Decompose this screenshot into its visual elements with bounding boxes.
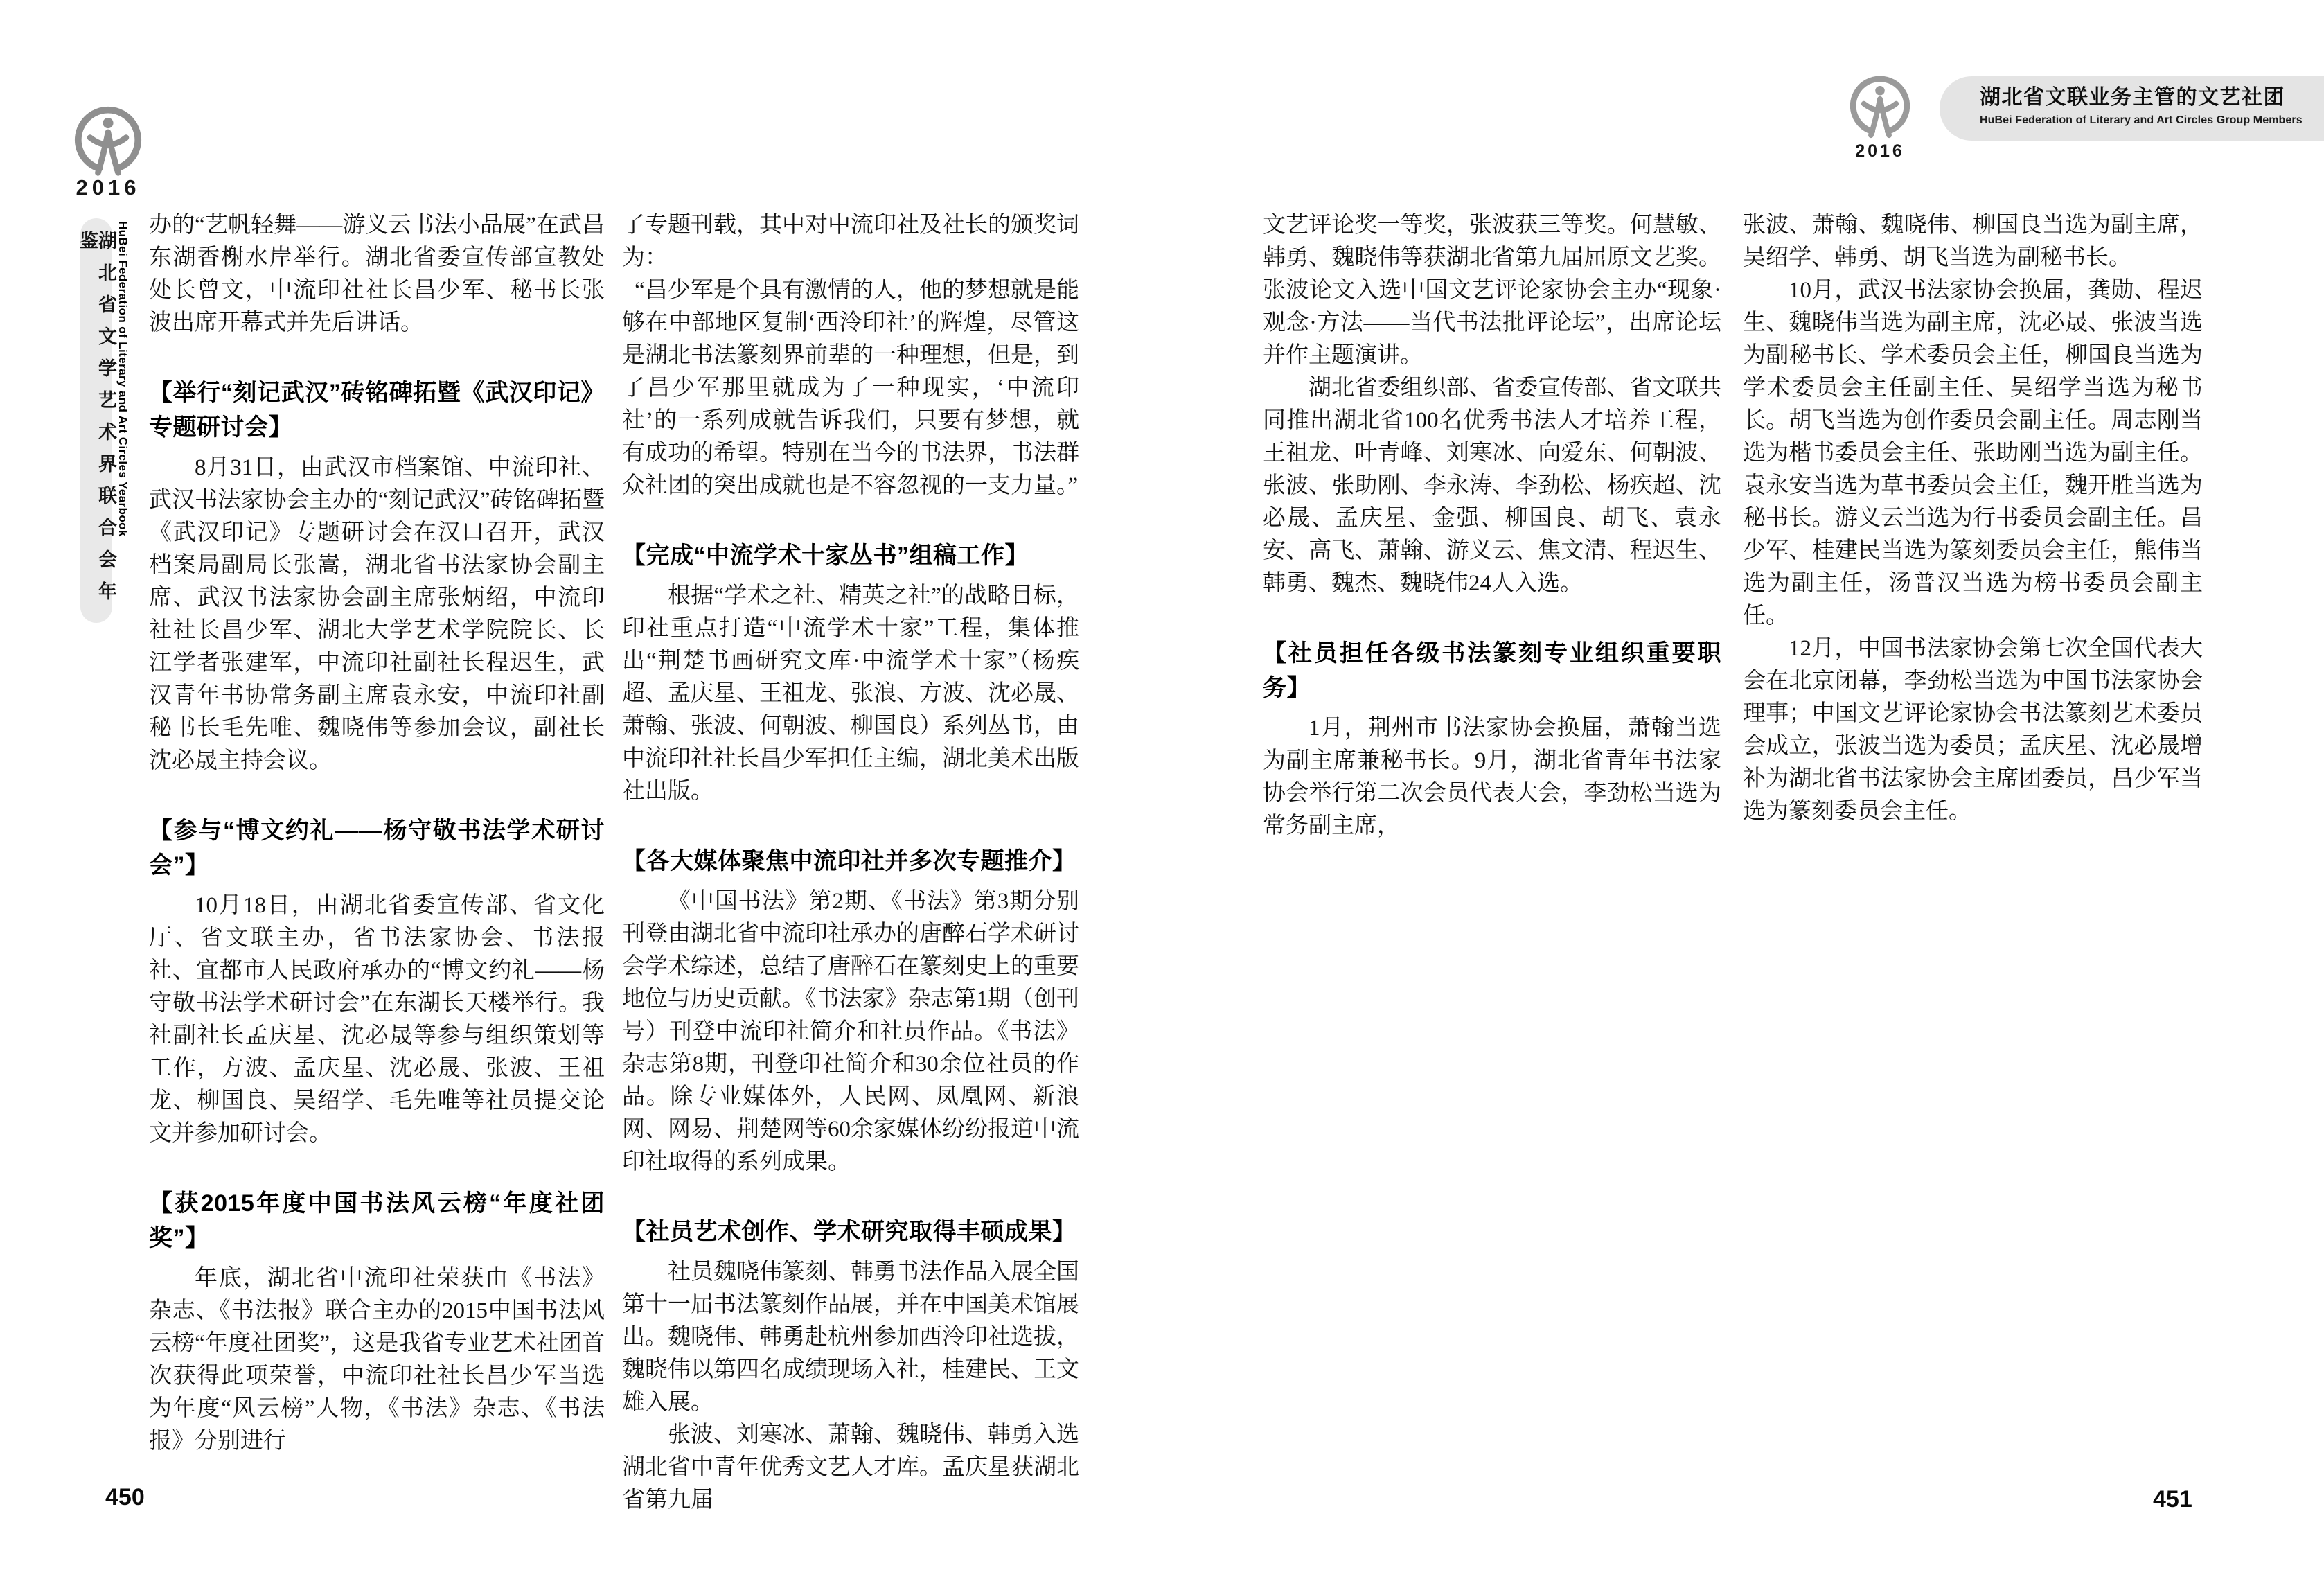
text-column-3 (1263, 209, 1721, 842)
header-title-cn: 湖北省文联业务主管的文艺社团 (1980, 86, 2285, 109)
paragraph: 张波、刘寒冰、萧翰、魏晓伟、韩勇入选湖北省中青年优秀文艺人才库。孟庆星获湖北省第九届 (622, 1422, 1079, 1512)
sidebar-title-cn: 湖北省文学艺术界联合会年鉴 (77, 231, 116, 613)
paragraph: 10月18日，由湖北省委宣传部、省文化厅、省文联主办，省书法家协会、书法报社、宜都市人民政府承办的“博文约礼——杨守敬书法学术研讨会”在东湖长天楼举行。我社副社长孟庆星、沈必晟等参与组织策划等工作，方波、孟庆星、沈必晟、张波、王祖龙、柳国良、吴绍学、毛先唯等社员提交论文并参加研讨会。 (149, 893, 605, 1146)
paragraph: “昌少军是个具有激情的人，他的梦想就是能够在中部地区复制‘西泠印社’的辉煌，尽管这是湖北书法篆刻界前辈的一种理想，但是，到了昌少军那里就成为了一种现实，‘中流印社’的一系列成就告诉我们，只要有梦想，就有成功的希望。特别在当今的书法界，书法群众社团的突出成就也是不容忽视的一支力量。” (622, 278, 1079, 498)
section-heading: 【社员担任各级书法篆刻专业组织重要职务】 (1263, 640, 1721, 701)
paragraph: 1月，荆州市书法家协会换届，萧翰当选为副主席兼秘书长。9月，湖北省青年书法家协会举行第二次会员代表大会，李劲松当选为常务副主席， (1263, 716, 1721, 838)
sidebar-year-label: 2016 (76, 175, 141, 200)
text-column-4 (1743, 209, 2203, 828)
paragraph: 12月，中国书法家协会第七次全国代表大会在北京闭幕，李劲松当选为中国书法家协会理事；中国文艺评论家协会书法篆刻艺术委员会成立，张波当选为委员；孟庆星、沈必晟增补为湖北省书法家协会主席团委员，昌少军当选为篆刻委员会主任。 (1743, 636, 2203, 824)
section-heading: 【社员艺术创作、学术研究取得丰硕成果】 (622, 1219, 1076, 1245)
header-title-en: HuBei Federation of Literary and Art Circles Group Members (1980, 114, 2303, 126)
paragraph: 根据“学术之社、精英之社”的战略目标，印社重点打造“中流学术十家”工程，集体推出“荆楚书画研究文库·中流学术十家”（杨疾超、孟庆星、王祖龙、张浪、方波、沈必晟、萧翰、张波、何朝波、柳国良）系列丛书，由中流印社社长昌少军担任主编，湖北美术出版社出版。 (622, 583, 1079, 804)
paragraph: 10月，武汉书法家协会换届，龚勋、程迟生、魏晓伟当选为副主席，沈必晟、张波当选为副秘书长、学术委员会主任，柳国良当选为学术委员会主任副主任、吴绍学当选为秘书长。胡飞当选为创作委员会副主任。周志刚当选为楷书委员会主任、张助刚当选为副主任。袁永安当选为草书委员会主任，魏开胜当选为秘书长。游义云当选为行书委员会副主任。昌少军、桂建民当选为篆刻委员会主任，熊伟当选为副主任，汤普汉当选为榜书委员会副主任。 (1743, 278, 2203, 628)
header-banner (1940, 76, 2324, 141)
federation-logo-right (1845, 73, 1915, 141)
federation-emblem-icon (1845, 73, 1915, 141)
paragraph: 张波、萧翰、魏晓伟、柳国良当选为副主席，吴绍学、韩勇、胡飞当选为副秘书长。 (1743, 213, 2203, 270)
page-number-right: 451 (2153, 1486, 2192, 1512)
paragraph: 年底，湖北省中流印社荣获由《书法》杂志、《书法报》联合主办的2015中国书法风云榜“年度社团奖”，这是我省专业艺术社团首次获得此项荣誉，中流印社社长昌少军当选为年度“风云榜”人物，《书法》杂志、《书法报》分别进行 (149, 1266, 605, 1454)
federation-emblem-icon (69, 104, 147, 179)
paragraph: 《中国书法》第2期、《书法》第3期分别刊登由湖北省中流印社承办的唐醉石学术研讨会学术综述，总结了唐醉石在篆刻史上的重要地位与历史贡献。《书法家》杂志第1期（创刊号）刊登中流印社简介和社员作品。《书法》杂志第8期，刊登印社简介和30余位社员的作品。除专业媒体外，人民网、凤凰网、新浪网、网易、荆楚网等60余家媒体纷纷报道中流印社取得的系列成果。 (622, 889, 1079, 1174)
header-year-label: 2016 (1855, 141, 1905, 161)
section-heading: 【举行“刻记武汉”砖铭碑拓暨《武汉印记》专题研讨会】 (149, 380, 605, 441)
paragraph: 8月31日，由武汉市档案馆、中流印社、武汉书法家协会主办的“刻记武汉”砖铭碑拓暨《武汉印记》专题研讨会在汉口召开，武汉档案局副局长张嵩，湖北省书法家协会副主席、武汉书法家协会副主席张炳绍，中流印社社长昌少军、湖北大学艺术学院院长、长江学者张建军，中流印社副社长程迟生，武汉青年书协常务副主席袁永安，中流印社副秘书长毛先唯、魏晓伟等参加会议，副社长沈必晟主持会议。 (149, 455, 605, 773)
sidebar-title-pill (77, 218, 116, 623)
federation-logo-left (69, 104, 147, 179)
section-heading: 【参与“博文约礼——杨守敬书法学术研讨会”】 (149, 818, 605, 879)
text-column-1 (149, 209, 605, 1458)
paragraph: 文艺评论奖一等奖，张波获三等奖。何慧敏、韩勇、魏晓伟等获湖北省第九届屈原文艺奖。张波论文入选中国文艺评论家协会主办“现象·观念·方法——当代书法批评论坛”，出席论坛并作主题演讲。 (1263, 213, 1721, 368)
section-heading: 【各大媒体聚焦中流印社并多次专题推介】 (622, 848, 1076, 874)
text-column-2 (622, 209, 1079, 1517)
paragraph: 了专题刊载，其中对中流印社及社长的颁奖词为： (622, 213, 1079, 270)
sidebar-title-en: HuBei Federation of Literary and Art Circles Yearbook (116, 221, 130, 537)
section-heading: 【获2015年度中国书法风云榜“年度社团奖”】 (149, 1190, 605, 1251)
paragraph: 办的“艺帆轻舞——游义云书法小品展”在武昌东湖香榭水岸举行。湖北省委宣传部宣教处处长曾文，中流印社社长昌少军、秘书长张波出席开幕式并先后讲话。 (149, 213, 605, 335)
paragraph: 湖北省委组织部、省委宣传部、省文联共同推出湖北省100名优秀书法人才培养工程，王祖龙、叶青峰、刘寒冰、向爱东、何朝波、张波、张助刚、李永涛、李劲松、杨疾超、沈必晟、孟庆星、金强、柳国良、胡飞、袁永安、高飞、萧翰、游义云、焦文清、程迟生、韩勇、魏杰、魏晓伟24人入选。 (1263, 376, 1721, 596)
paragraph: 社员魏晓伟篆刻、韩勇书法作品入展全国第十一届书法篆刻作品展，并在中国美术馆展出。魏晓伟、韩勇赴杭州参加西泠印社选拔，魏晓伟以第四名成绩现场入社，桂建民、王文雄入展。 (622, 1260, 1079, 1415)
page-number-left: 450 (105, 1484, 145, 1510)
section-heading: 【完成“中流学术十家丛书”组稿工作】 (622, 542, 1029, 569)
